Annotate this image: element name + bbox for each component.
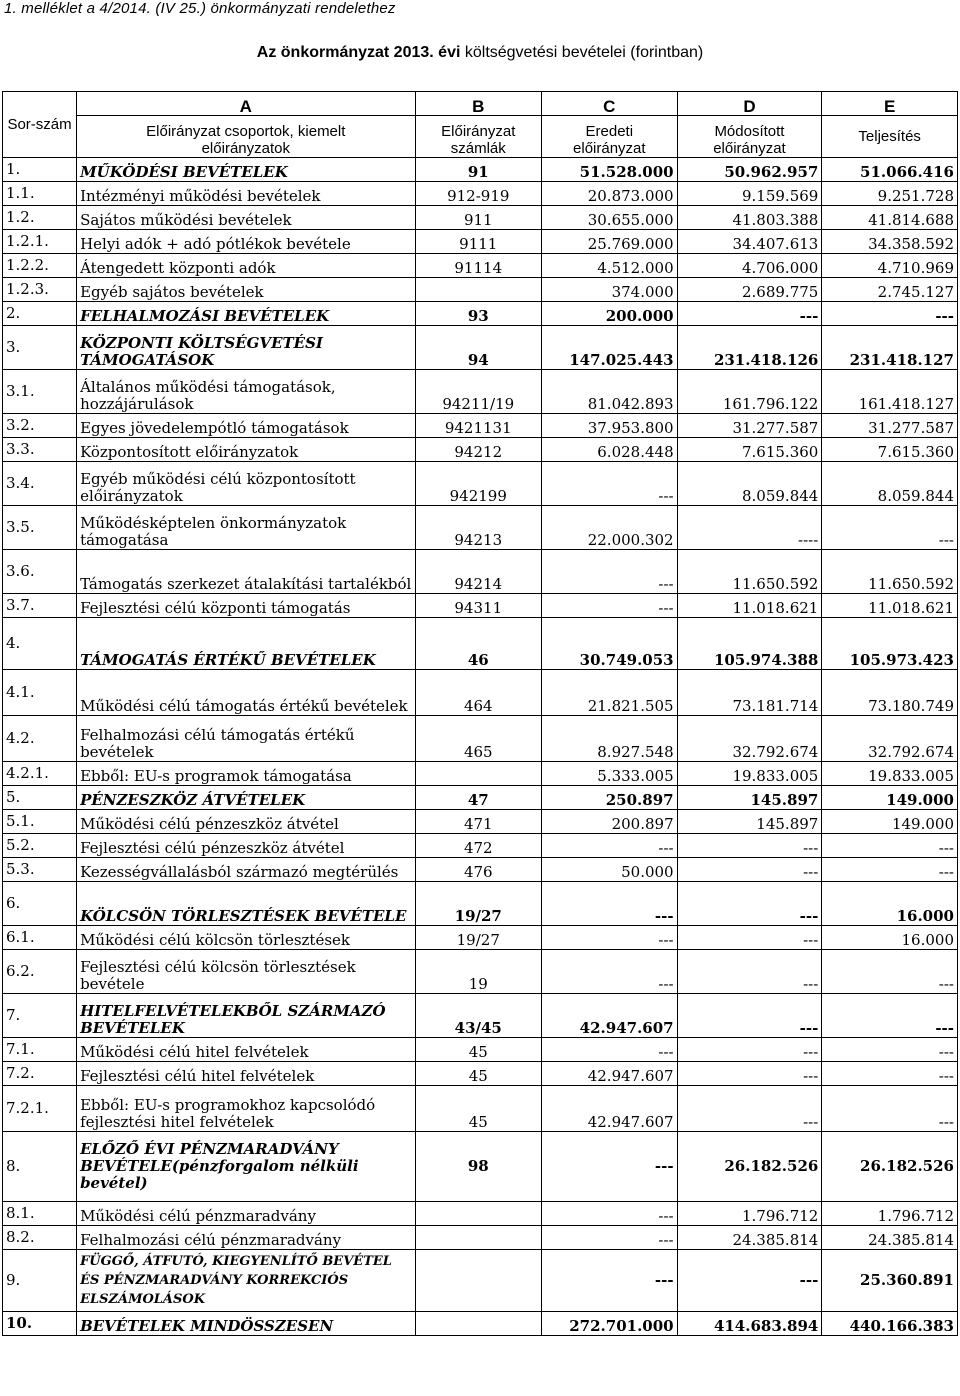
header-col-a: Előirányzat csoportok, kiemelt előirányzatok: [77, 116, 415, 158]
row-name: PÉNZESZKÖZ ÁTVÉTELEK: [77, 786, 415, 810]
row-name: Átengedett központi adók: [77, 254, 415, 278]
row-name: Fejlesztési célú központi támogatás: [77, 594, 415, 618]
row-number: 4.2.: [3, 716, 77, 762]
row-name: Egyes jövedelempótló támogatások: [77, 414, 415, 438]
row-account: 94214: [415, 550, 541, 594]
table-row: [3, 762, 958, 786]
row-account: 43/45: [415, 994, 541, 1038]
row-name: Működési célú hitel felvételek: [77, 1038, 415, 1062]
row-name: MŰKÖDÉSI BEVÉTELEK: [77, 158, 415, 182]
row-number: 7.: [3, 994, 77, 1038]
row-name: Működési célú pénzmaradvány: [77, 1202, 415, 1226]
row-original: 42.947.607: [542, 1062, 678, 1086]
row-original: 81.042.893: [542, 370, 678, 414]
row-original: 200.000: [542, 302, 678, 326]
row-modified: 9.159.569: [677, 182, 822, 206]
row-actual: 31.277.587: [822, 414, 958, 438]
header-col-b: Előirányzat számlák: [415, 116, 541, 158]
row-number: 7.1.: [3, 1038, 77, 1062]
table-row: [3, 670, 958, 716]
row-name: KÖZPONTI KÖLTSÉGVETÉSI TÁMOGATÁSOK: [77, 326, 415, 370]
table-row: [3, 370, 958, 414]
table-row: [3, 254, 958, 278]
row-account: 94212: [415, 438, 541, 462]
row-modified: 50.962.957: [677, 158, 822, 182]
row-name: Működési célú pénzeszköz átvétel: [77, 810, 415, 834]
row-actual: 440.166.383: [822, 1312, 958, 1336]
row-account: 98: [415, 1132, 541, 1202]
row-actual: 8.059.844: [822, 462, 958, 506]
row-actual: 34.358.592: [822, 230, 958, 254]
row-account: 94: [415, 326, 541, 370]
row-name: Kezességvállalásból származó megtérülés: [77, 858, 415, 882]
row-account: 45: [415, 1062, 541, 1086]
row-account: [415, 1312, 541, 1336]
row-actual: 11.650.592: [822, 550, 958, 594]
row-actual: 231.418.127: [822, 326, 958, 370]
row-modified: 414.683.894: [677, 1312, 822, 1336]
row-actual: 105.973.423: [822, 618, 958, 670]
header-col-d: Módosított előirányzat: [677, 116, 822, 158]
row-modified: 145.897: [677, 810, 822, 834]
row-number: 1.1.: [3, 182, 77, 206]
row-name: FELHALMOZÁSI BEVÉTELEK: [77, 302, 415, 326]
row-modified: ---: [677, 1038, 822, 1062]
row-modified: 19.833.005: [677, 762, 822, 786]
row-original: ---: [542, 882, 678, 926]
row-name: ELŐZŐ ÉVI PÉNZMARADVÁNY BEVÉTELE(pénzforgalom nélküli bevétel): [77, 1132, 415, 1202]
row-number: 3.2.: [3, 414, 77, 438]
row-modified: ---: [677, 302, 822, 326]
row-number: 1.2.2.: [3, 254, 77, 278]
row-number: 8.1.: [3, 1202, 77, 1226]
table-row: [3, 882, 958, 926]
row-modified: 145.897: [677, 786, 822, 810]
row-original: 30.749.053: [542, 618, 678, 670]
table-row: [3, 950, 958, 994]
row-original: 272.701.000: [542, 1312, 678, 1336]
header-letter-d: D: [677, 92, 822, 116]
row-name: HITELFELVÉTELEKBŐL SZÁRMAZÓ BEVÉTELEK: [77, 994, 415, 1038]
row-name: Egyéb sajátos bevételek: [77, 278, 415, 302]
row-modified: ---: [677, 926, 822, 950]
table-row: [3, 506, 958, 550]
row-modified: ---: [677, 994, 822, 1038]
row-account: 19/27: [415, 882, 541, 926]
row-account: [415, 1250, 541, 1312]
row-modified: 11.650.592: [677, 550, 822, 594]
header-sorszam: [3, 92, 77, 158]
table-row: [3, 810, 958, 834]
row-account: 93: [415, 302, 541, 326]
row-original: ---: [542, 950, 678, 994]
row-number: 3.6.: [3, 550, 77, 594]
row-actual: ---: [822, 858, 958, 882]
row-number: 3.7.: [3, 594, 77, 618]
table-row: [3, 326, 958, 370]
row-modified: ---: [677, 950, 822, 994]
row-account: 47: [415, 786, 541, 810]
row-actual: 16.000: [822, 926, 958, 950]
row-original: 42.947.607: [542, 994, 678, 1038]
row-original: ---: [542, 1226, 678, 1250]
row-actual: 73.180.749: [822, 670, 958, 716]
row-original: 6.028.448: [542, 438, 678, 462]
row-modified: 24.385.814: [677, 1226, 822, 1250]
row-number: 1.: [3, 158, 77, 182]
header-letters-row: [3, 92, 958, 116]
row-modified: ----: [677, 506, 822, 550]
row-original: 22.000.302: [542, 506, 678, 550]
row-original: 374.000: [542, 278, 678, 302]
table-row: [3, 716, 958, 762]
table-row: [3, 230, 958, 254]
row-number: 6.: [3, 882, 77, 926]
header-letter-a: A: [77, 92, 415, 116]
row-original: 21.821.505: [542, 670, 678, 716]
table-row: [3, 182, 958, 206]
row-modified: 41.803.388: [677, 206, 822, 230]
row-number: 3.5.: [3, 506, 77, 550]
row-original: 250.897: [542, 786, 678, 810]
table-row: [3, 1226, 958, 1250]
row-modified: 231.418.126: [677, 326, 822, 370]
row-name: Fejlesztési célú pénzeszköz átvétel: [77, 834, 415, 858]
row-actual: ---: [822, 1038, 958, 1062]
row-name: Egyéb működési célú központosított előirányzatok: [77, 462, 415, 506]
row-original: ---: [542, 1038, 678, 1062]
row-account: 94311: [415, 594, 541, 618]
row-modified: ---: [677, 1086, 822, 1132]
table-row: [3, 414, 958, 438]
row-number: 9.: [3, 1250, 77, 1312]
row-actual: 11.018.621: [822, 594, 958, 618]
row-account: 45: [415, 1038, 541, 1062]
row-number: 7.2.: [3, 1062, 77, 1086]
row-actual: 1.796.712: [822, 1202, 958, 1226]
row-actual: ---: [822, 994, 958, 1038]
row-modified: ---: [677, 858, 822, 882]
row-account: [415, 1202, 541, 1226]
row-modified: 26.182.526: [677, 1132, 822, 1202]
row-account: [415, 762, 541, 786]
row-account: [415, 1226, 541, 1250]
row-modified: 4.706.000: [677, 254, 822, 278]
page-title: [0, 44, 960, 62]
table-row: [3, 1038, 958, 1062]
row-name: Fejlesztési célú hitel felvételek: [77, 1062, 415, 1086]
title-rest: költségvetési bevételei (forintban): [464, 44, 704, 61]
row-modified: ---: [677, 882, 822, 926]
row-number: 4.: [3, 618, 77, 670]
row-number: 7.2.1.: [3, 1086, 77, 1132]
row-name: Általános működési támogatások, hozzájárulások: [77, 370, 415, 414]
table-row: [3, 1062, 958, 1086]
row-original: 30.655.000: [542, 206, 678, 230]
header-letter-b: B: [415, 92, 541, 116]
row-original: 200.897: [542, 810, 678, 834]
row-actual: 149.000: [822, 786, 958, 810]
row-modified: 8.059.844: [677, 462, 822, 506]
row-original: 5.333.005: [542, 762, 678, 786]
row-actual: 26.182.526: [822, 1132, 958, 1202]
row-account: 94213: [415, 506, 541, 550]
row-account: 912-919: [415, 182, 541, 206]
table-row: [3, 594, 958, 618]
annex-note: 1. melléklet a 4/2014. (IV 25.) önkormányzati rendelethez: [4, 0, 396, 17]
row-actual: ---: [822, 834, 958, 858]
row-name: BEVÉTELEK MINDÖSSZESEN: [77, 1312, 415, 1336]
row-original: ---: [542, 594, 678, 618]
row-original: 50.000: [542, 858, 678, 882]
row-original: 42.947.607: [542, 1086, 678, 1132]
row-number: 3.: [3, 326, 77, 370]
row-number: 1.2.3.: [3, 278, 77, 302]
row-account: 91114: [415, 254, 541, 278]
row-actual: 19.833.005: [822, 762, 958, 786]
row-name: Működési célú támogatás értékű bevételek: [77, 670, 415, 716]
row-name: Támogatás szerkezet átalakítási tartalékból: [77, 550, 415, 594]
row-number: 5.3.: [3, 858, 77, 882]
row-account: 94211/19: [415, 370, 541, 414]
table-row: [3, 1132, 958, 1202]
row-account: 476: [415, 858, 541, 882]
row-number: 4.2.1.: [3, 762, 77, 786]
row-original: ---: [542, 1132, 678, 1202]
row-account: 45: [415, 1086, 541, 1132]
title-prefix: Az önkormányzat 2013. évi: [256, 44, 465, 61]
table-row: [3, 994, 958, 1038]
row-account: 9421131: [415, 414, 541, 438]
header-letter-e: E: [822, 92, 958, 116]
table-row: [3, 278, 958, 302]
row-actual: 16.000: [822, 882, 958, 926]
row-actual: ---: [822, 1062, 958, 1086]
row-original: ---: [542, 926, 678, 950]
row-modified: ---: [677, 1062, 822, 1086]
header-col-c: Eredeti előirányzat: [542, 116, 678, 158]
row-account: 9111: [415, 230, 541, 254]
row-account: 19/27: [415, 926, 541, 950]
row-name: Intézményi működési bevételek: [77, 182, 415, 206]
row-number: 3.1.: [3, 370, 77, 414]
table-row: [3, 206, 958, 230]
row-account: 46: [415, 618, 541, 670]
row-number: 4.1.: [3, 670, 77, 716]
table-row: [3, 1202, 958, 1226]
row-name: Ebből: EU-s programok támogatása: [77, 762, 415, 786]
row-actual: 9.251.728: [822, 182, 958, 206]
row-modified: 161.796.122: [677, 370, 822, 414]
row-original: ---: [542, 834, 678, 858]
row-original: 147.025.443: [542, 326, 678, 370]
row-name: FÜGGŐ, ÁTFUTÓ, KIEGYENLÍTŐ BEVÉTEL ÉS PÉNZMARADVÁNY KORREKCIÓS ELSZÁMOLÁSOK: [77, 1250, 415, 1312]
row-actual: ---: [822, 950, 958, 994]
row-account: 464: [415, 670, 541, 716]
row-actual: 51.066.416: [822, 158, 958, 182]
table-row: [3, 302, 958, 326]
row-account: 911: [415, 206, 541, 230]
row-number: 5.2.: [3, 834, 77, 858]
row-actual: 24.385.814: [822, 1226, 958, 1250]
table-row: [3, 786, 958, 810]
row-number: 5.1.: [3, 810, 77, 834]
table-row: [3, 550, 958, 594]
row-modified: ---: [677, 1250, 822, 1312]
row-account: 91: [415, 158, 541, 182]
row-original: 4.512.000: [542, 254, 678, 278]
row-actual: 32.792.674: [822, 716, 958, 762]
table-row: [3, 618, 958, 670]
row-original: 20.873.000: [542, 182, 678, 206]
row-original: 37.953.800: [542, 414, 678, 438]
row-account: 465: [415, 716, 541, 762]
row-number: 2.: [3, 302, 77, 326]
row-modified: 7.615.360: [677, 438, 822, 462]
row-actual: 149.000: [822, 810, 958, 834]
row-modified: 32.792.674: [677, 716, 822, 762]
table-row: [3, 158, 958, 182]
row-actual: 41.814.688: [822, 206, 958, 230]
row-account: 19: [415, 950, 541, 994]
header-sorszam-text: Sor-szám: [7, 115, 72, 133]
header-col-e: Teljesítés: [822, 116, 958, 158]
row-actual: 2.745.127: [822, 278, 958, 302]
row-modified: 31.277.587: [677, 414, 822, 438]
row-name: Működésképtelen önkormányzatok támogatása: [77, 506, 415, 550]
row-number: 3.4.: [3, 462, 77, 506]
row-account: 471: [415, 810, 541, 834]
row-name: Felhalmozási célú támogatás értékű bevételek: [77, 716, 415, 762]
row-modified: ---: [677, 834, 822, 858]
row-account: 472: [415, 834, 541, 858]
revenue-table: [2, 91, 958, 1336]
row-actual: 7.615.360: [822, 438, 958, 462]
row-original: 51.528.000: [542, 158, 678, 182]
row-original: ---: [542, 462, 678, 506]
row-actual: ---: [822, 302, 958, 326]
row-account: 942199: [415, 462, 541, 506]
row-name: Központosított előirányzatok: [77, 438, 415, 462]
row-original: ---: [542, 1250, 678, 1312]
row-name: Fejlesztési célú kölcsön törlesztések bevétele: [77, 950, 415, 994]
row-original: ---: [542, 550, 678, 594]
table-row: [3, 926, 958, 950]
row-original: 8.927.548: [542, 716, 678, 762]
table-row: [3, 858, 958, 882]
table-row: [3, 1312, 958, 1336]
table-row: [3, 1250, 958, 1312]
row-number: 1.2.: [3, 206, 77, 230]
row-modified: 73.181.714: [677, 670, 822, 716]
table-row: [3, 438, 958, 462]
row-original: 25.769.000: [542, 230, 678, 254]
row-number: 6.2.: [3, 950, 77, 994]
row-number: 6.1.: [3, 926, 77, 950]
header-titles-row: [3, 116, 958, 158]
row-modified: 105.974.388: [677, 618, 822, 670]
row-name: TÁMOGATÁS ÉRTÉKŰ BEVÉTELEK: [77, 618, 415, 670]
row-number: 8.2.: [3, 1226, 77, 1250]
row-number: 5.: [3, 786, 77, 810]
row-actual: 161.418.127: [822, 370, 958, 414]
row-name: Felhalmozási célú pénzmaradvány: [77, 1226, 415, 1250]
row-number: 10.: [3, 1312, 77, 1336]
table-row: [3, 834, 958, 858]
table-row: [3, 1086, 958, 1132]
table-row: [3, 462, 958, 506]
row-actual: 25.360.891: [822, 1250, 958, 1312]
row-number: 3.3.: [3, 438, 77, 462]
row-name: Ebből: EU-s programokhoz kapcsolódó fejlesztési hitel felvételek: [77, 1086, 415, 1132]
row-number: 1.2.1.: [3, 230, 77, 254]
row-name: Működési célú kölcsön törlesztések: [77, 926, 415, 950]
row-actual: ---: [822, 506, 958, 550]
row-actual: ---: [822, 1086, 958, 1132]
row-modified: 11.018.621: [677, 594, 822, 618]
row-modified: 2.689.775: [677, 278, 822, 302]
row-modified: 1.796.712: [677, 1202, 822, 1226]
row-number: 8.: [3, 1132, 77, 1202]
row-original: ---: [542, 1202, 678, 1226]
row-account: [415, 278, 541, 302]
header-letter-c: C: [542, 92, 678, 116]
row-name: KÖLCSÖN TÖRLESZTÉSEK BEVÉTELE: [77, 882, 415, 926]
row-modified: 34.407.613: [677, 230, 822, 254]
row-actual: 4.710.969: [822, 254, 958, 278]
row-name: Sajátos működési bevételek: [77, 206, 415, 230]
row-name: Helyi adók + adó pótlékok bevétele: [77, 230, 415, 254]
